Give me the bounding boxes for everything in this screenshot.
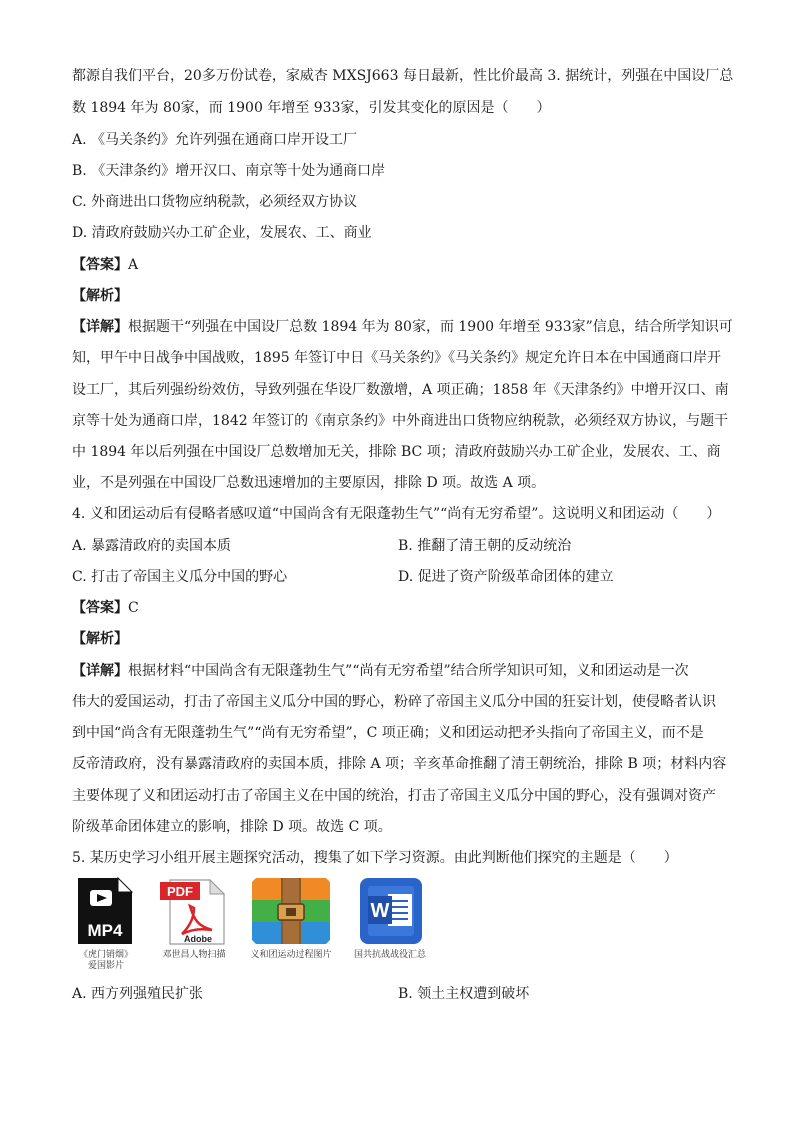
resource-caption-1-line-1: 《虎门销烟》 — [78, 950, 133, 960]
q5-option-a: A. 西方列强殖民扩张 — [72, 986, 204, 1002]
q3-option-b: B. 《天津条约》增开汉口、南京等十处为通商口岸 — [72, 163, 386, 179]
q3-option-c: C. 外商进出口货物应纳税款，必须经双方协议 — [72, 194, 358, 210]
resource-caption-2: 邓世昌人物扫描 — [162, 950, 226, 960]
q3-stem-line-1: 都源自我们平台，20多万份试卷，家威杏 MXSJ663 每日最新，性比价最高 3. 据统计，列强在中国设厂总 — [72, 68, 734, 84]
q4-option-b: B. 推翻了清王朝的反动统治 — [398, 538, 572, 554]
q4-detail-line-4: 反帝清政府，没有暴露清政府的卖国本质，排除 A 项；辛亥革命推翻了清王朝统治，排除 B 项；材料内容 — [72, 756, 727, 772]
mp4-file-icon — [76, 876, 134, 950]
resource-caption-1 — [66, 950, 146, 972]
q3-option-d: D. 清政府鼓励兴办工矿企业，发展农、工、商业 — [72, 225, 372, 241]
q4-detail-line-3: 到中国“尚含有无限蓬勃生气”“尚有无穷希望”，C 项正确；义和团运动把矛头指向了帝国主义，而不是 — [72, 725, 704, 741]
pdf-icon-sub: Adobe — [184, 934, 212, 944]
q3-detail-line-1 — [72, 317, 733, 337]
q4-option-c: C. 打击了帝国主义瓜分中国的野心 — [72, 569, 288, 585]
q3-detail-text-1: 根据题干“列强在中国设厂总数 1894 年为 80家，而 1900 年增至 933家”信息，结合所学知识可 — [128, 319, 733, 335]
q3-detail-tag: 【详解】 — [72, 319, 128, 335]
q3-answer — [72, 255, 138, 275]
q3-detail-line-4: 京等十处为通商口岸，1842 年签订的《南京条约》中外商进出口货物应纳税款，必须经双方协议，与题干 — [72, 413, 729, 429]
q4-analysis-tag: 【解析】 — [72, 631, 128, 647]
q4-answer-tag: 【答案】 — [72, 600, 128, 616]
q4-detail-text-1: 根据材料“中国尚含有无限蓬勃生气”“尚有无穷希望”结合所学知识可知，义和团运动是一次 — [128, 663, 689, 679]
resource-caption-4: 国共抗战战役汇总 — [353, 950, 426, 960]
q3-answer-value: A — [128, 257, 139, 273]
q4-detail-line-5: 主要体现了义和团运动打击了帝国主义在中国的统治，打击了帝国主义瓜分中国的野心，没有强调对资产 — [72, 788, 716, 804]
q4-detail-line-2: 伟大的爱国运动，打击了帝国主义瓜分中国的野心，粉碎了帝国主义瓜分中国的狂妄计划，使侵略者认识 — [72, 694, 716, 710]
q4-stem: 4. 义和团运动后有侵略者感叹道“中国尚含有无限蓬勃生气”“尚有无穷希望”。这说明义和团运动（ ） — [72, 506, 721, 522]
q4-detail-line-6: 阶级革命团体建立的影响，排除 D 项。故选 C 项。 — [72, 819, 392, 835]
q4-detail-line-1 — [72, 661, 689, 681]
archive-file-icon — [248, 876, 334, 952]
q3-detail-line-5: 中 1894 年以后列强在中国设厂总数增加无关，排除 BC 项；清政府鼓励兴办工矿企业，发展农、工、商 — [72, 444, 721, 460]
q4-answer-value: C — [128, 600, 139, 616]
resource-caption-3: 义和团运动过程图片 — [250, 950, 332, 960]
resource-caption-1-line-2: 爱国影片 — [87, 961, 124, 971]
pdf-file-icon — [160, 876, 228, 950]
pdf-icon-label: PDF — [167, 884, 193, 899]
q3-stem-line-2: 数 1894 年为 80家，而 1900 年增至 933家，引发其变化的原因是（ ） — [72, 100, 551, 116]
word-file-icon — [358, 876, 424, 950]
q4-option-a: A. 暴露清政府的卖国本质 — [72, 538, 232, 554]
q4-answer — [72, 598, 139, 618]
q3-option-a: A. 《马关条约》允许列强在通商口岸开设工厂 — [72, 132, 358, 148]
q4-option-d: D. 促进了资产阶级革命团体的建立 — [398, 569, 614, 585]
word-icon-label: W — [370, 900, 390, 922]
q4-detail-tag: 【详解】 — [72, 663, 128, 679]
q3-analysis-tag: 【解析】 — [72, 288, 128, 304]
mp4-icon-label: MP4 — [87, 921, 123, 940]
q3-detail-line-2: 知，甲午中日战争中国战败，1895 年签订中日《马关条约》《马关条约》规定允许日本在中国通商口岸开 — [72, 350, 722, 366]
q5-option-b: B. 领土主权遭到破坏 — [398, 986, 530, 1002]
q3-detail-line-6: 业，不是列强在中国设厂总数迅速增加的主要原因，排除 D 项。故选 A 项。 — [72, 475, 546, 491]
q5-stem: 5. 某历史学习小组开展主题探究活动，搜集了如下学习资源。由此判断他们探究的主题是（ ） — [72, 850, 678, 866]
q3-answer-tag: 【答案】 — [72, 257, 128, 273]
q3-detail-line-3: 设工厂，其后列强纷纷效仿，导致列强在华设厂数激增，A 项正确；1858 年《天津条约》中增开汉口、南 — [72, 382, 729, 398]
